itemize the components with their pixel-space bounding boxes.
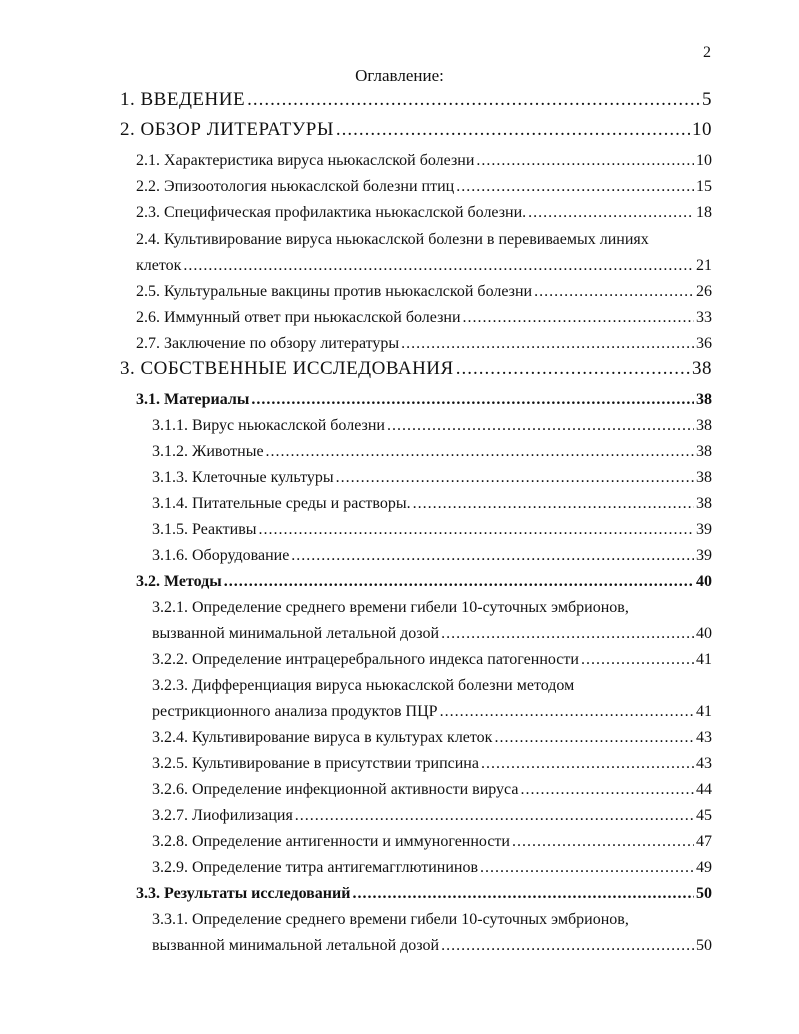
leader-dots: [247, 89, 700, 111]
leader-dots: [336, 469, 694, 487]
toc-entry-3-2-3-line1[interactable]: 3.2.3. Дифференциация вируса ньюкаслской болезни методом: [152, 677, 575, 694]
toc-entry-3-2-4[interactable]: 3.2.4. Культивирование вируса в культурах клеток ..... 43: [152, 729, 712, 747]
leader-dots: [224, 573, 694, 591]
toc-entry-2-3[interactable]: 2.3. Специфическая профилактика ньюкаслской болезни. ..... 18: [136, 204, 712, 222]
toc-entry-literature-review[interactable]: 2. ОБЗОР ЛИТЕРАТУРЫ ..... 10: [120, 119, 712, 141]
toc-entry-3-2-3-line2[interactable]: рестрикционного анализа продуктов ПЦР ..... 41: [152, 703, 712, 721]
toc-entry-3-1-1[interactable]: 3.1.1. Вирус ньюкаслской болезни ..... 38: [152, 417, 712, 435]
leader-dots: [520, 781, 694, 799]
leader-dots: [456, 358, 690, 380]
leader-dots: [440, 703, 694, 721]
toc-entry-3-1-3[interactable]: 3.1.3. Клеточные культуры ..... 38: [152, 469, 712, 487]
toc-entry-3-3[interactable]: 3.3. Результаты исследований ..... 50: [136, 885, 712, 903]
toc-entry-3-1-4[interactable]: 3.1.4. Питательные среды и растворы. ..... 38: [152, 495, 712, 513]
toc-title: Оглавление:: [355, 66, 444, 85]
leader-dots: [336, 119, 690, 141]
leader-dots: [183, 257, 694, 275]
leader-dots: [291, 547, 694, 565]
toc-entry-2-7[interactable]: 2.7. Заключение по обзору литературы ..... 36: [136, 335, 712, 353]
toc-entry-3-2-6[interactable]: 3.2.6. Определение инфекционной активности вируса ..... 44: [152, 781, 712, 799]
toc-entry-2-4-line2[interactable]: клеток ..... 21: [136, 257, 712, 275]
leader-dots: [494, 729, 694, 747]
toc-entry-3-2-1-line1[interactable]: 3.2.1. Определение среднего времени гибели 10-суточных эмбрионов,: [152, 599, 629, 616]
toc-entry-3-1-6[interactable]: 3.1.6. Оборудование ..... 39: [152, 547, 712, 565]
leader-dots: [512, 833, 694, 851]
toc-entry-3-2-8[interactable]: 3.2.8. Определение антигенности и иммуногенности ..... 47: [152, 833, 712, 851]
toc-entry-3-2[interactable]: 3.2. Методы ..... 40: [136, 573, 712, 591]
toc-entry-3-3-1-line1[interactable]: 3.3.1. Определение среднего времени гибели 10-суточных эмбрионов,: [152, 911, 629, 928]
toc-entry-3-1-5[interactable]: 3.1.5. Реактивы ..... 39: [152, 521, 712, 539]
page-number: 2: [703, 44, 711, 61]
leader-dots: [441, 937, 694, 955]
toc-entry-2-5[interactable]: 2.5. Культуральные вакцины против ньюкаслской болезни ..... 26: [136, 283, 712, 301]
toc-entry-2-2[interactable]: 2.2. Эпизоотология ньюкаслской болезни птиц ..... 15: [136, 178, 712, 196]
toc-entry-2-1[interactable]: 2.1. Характеристика вируса ньюкаслской болезни ..... 10: [136, 152, 712, 170]
leader-dots: [441, 625, 694, 643]
leader-dots: [534, 283, 694, 301]
leader-dots: [401, 335, 694, 353]
toc-entry-2-4-line1[interactable]: 2.4. Культивирование вируса ньюкаслской болезни в перевиваемых линиях: [136, 231, 649, 248]
toc-entry-own-research[interactable]: 3. СОБСТВЕННЫЕ ИССЛЕДОВАНИЯ ..... 38: [120, 358, 712, 380]
leader-dots: [295, 807, 694, 825]
toc-entry-3-2-7[interactable]: 3.2.7. Лиофилизация ..... 45: [152, 807, 712, 825]
toc-entry-introduction[interactable]: 1. ВВЕДЕНИЕ ..... 5: [120, 89, 712, 111]
toc-entry-3-2-5[interactable]: 3.2.5. Культивирование в присутствии трипсина ..... 43: [152, 755, 712, 773]
leader-dots: [463, 309, 694, 327]
leader-dots: [259, 521, 694, 539]
leader-dots: [266, 443, 694, 461]
toc-entry-3-2-1-line2[interactable]: вызванной минимальной летальной дозой ..... 40: [152, 625, 712, 643]
leader-dots: [387, 417, 694, 435]
leader-dots: [480, 859, 694, 877]
toc-entry-3-1[interactable]: 3.1. Материалы ..... 38: [136, 391, 712, 409]
leader-dots: [456, 178, 694, 196]
leader-dots: [251, 391, 694, 409]
toc-entry-3-2-9[interactable]: 3.2.9. Определение титра антигемагглютининов ..... 49: [152, 859, 712, 877]
toc-entry-3-3-1-line2[interactable]: вызванной минимальной летальной дозой ..... 50: [152, 937, 712, 955]
leader-dots: [581, 651, 694, 669]
toc-entry-2-6[interactable]: 2.6. Иммунный ответ при ньюкаслской болезни ..... 33: [136, 309, 712, 327]
leader-dots: [476, 152, 694, 170]
leader-dots: [413, 495, 694, 513]
leader-dots: [352, 885, 694, 903]
toc-entry-3-1-2[interactable]: 3.1.2. Животные ..... 38: [152, 443, 712, 461]
leader-dots: [481, 755, 694, 773]
leader-dots: [528, 204, 694, 222]
toc-entry-3-2-2[interactable]: 3.2.2. Определение интрацеребрального индекса патогенности ..... 41: [152, 651, 712, 669]
